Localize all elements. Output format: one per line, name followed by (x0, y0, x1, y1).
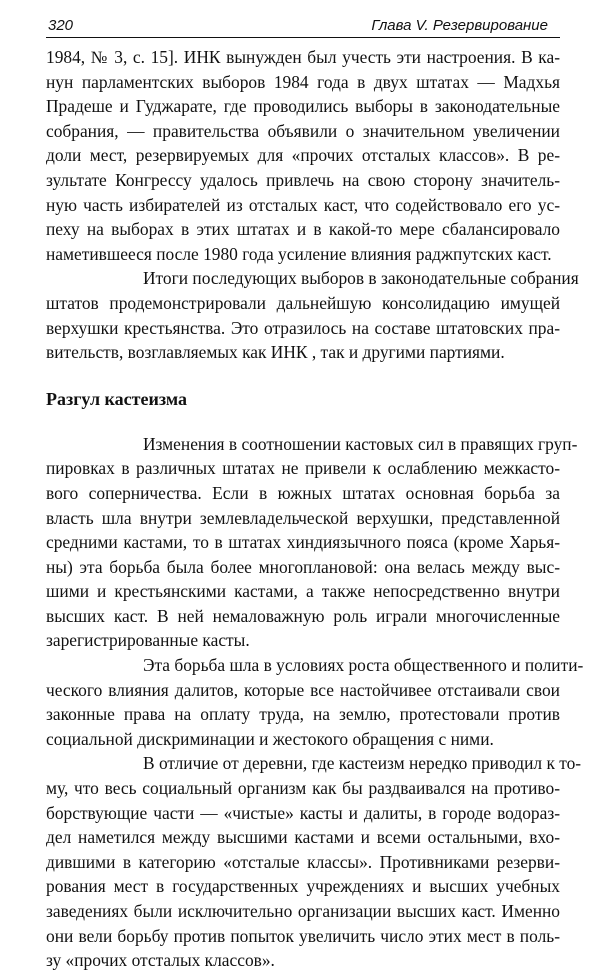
paragraph (46, 45, 560, 266)
text-line: верхушки крестьянства. Это отразилось на составе штатовских пра- (46, 317, 560, 338)
text-line: социальной дискриминации и жестокого обращения с ними. (46, 728, 494, 749)
text-line: В отличие от деревни, где кастеизм нередко приводил к то- (143, 753, 582, 774)
text-line: средними кастами, то в штатах хиндиязычного пояса (кроме Харья- (46, 532, 560, 553)
paragraph (46, 653, 584, 751)
text-line: пировках в различных штатах не привели к ослаблению межкасто- (46, 458, 560, 479)
text-line: Итоги последующих выборов в законодательные собрания (143, 268, 579, 289)
text-line: они вели борьбу против попыток увеличить число этих мест в поль- (46, 925, 560, 946)
text-line: ческого влияния далитов, которые все настойчивее отстаивали свои (46, 679, 560, 700)
body-text-after-heading (46, 432, 584, 973)
text-line: вого соперничества. Если в южных штатах основная борьба за (46, 482, 560, 503)
text-line: штатов продемонстрировали дальнейшую консолидацию имущей (46, 292, 560, 313)
text-line: вительств, возглавляемых как ИНК , так и другими партиями. (46, 342, 505, 363)
text-line: наметившееся после 1980 года усиление влияния раджпутских каст. (46, 243, 552, 264)
text-line: доли мест, резервируемых для «прочих отсталых классов». В ре- (46, 145, 560, 166)
text-line: высших каст. В ней немаловажную роль играли многочисленные (46, 605, 560, 626)
text-line: нун парламентских выборов 1984 года в двух штатах — Мадхья (46, 71, 560, 92)
text-line: дел наметился между высшими кастами и всеми остальными, вхо- (46, 827, 560, 848)
text-line: му, что весь социальный организм как бы раздваивался на противо- (46, 778, 560, 799)
text-line: 1984, № 3, с. 15]. ИНК вынужден был учесть эти настроения. В ка- (46, 47, 560, 67)
text-line: рования мест в государственных учреждениях и высших учебных (46, 876, 560, 897)
text-line: шими и крестьянскими кастами, а также непосредственно внутри (46, 581, 560, 602)
text-line: законные права на оплату труда, на землю, протестовали против (46, 704, 560, 725)
text-line: Изменения в соотношении кастовых сил в правящих груп- (143, 433, 578, 454)
paragraph (46, 266, 579, 364)
text-line: дившими в категорию «отсталые классы». Противниками резерви- (46, 851, 560, 872)
paragraph (46, 751, 582, 972)
text-line: ны) эта борьба была более многоплановой: она велась между выс- (46, 556, 560, 577)
text-line: пеху на выборах в этих штатах и в какой-то мере сбалансировало (46, 219, 560, 240)
text-line: Прадеше и Гуджарате, где проводились выборы в законодательные (46, 96, 560, 117)
body-text-before-heading (46, 45, 579, 365)
text-line: Эта борьба шла в условиях роста общественного и полити- (143, 655, 584, 676)
text-line: заведениях были исключительно организации высших каст. Именно (46, 901, 560, 921)
running-header (46, 14, 560, 38)
text-line: зультате Конгрессу удалось привлечь на свою сторону значитель- (46, 169, 560, 190)
paragraph (46, 432, 578, 653)
text-line: собрания, — правительства объявили о значительном увеличении (46, 120, 560, 141)
chapter-title: Глава V. Резервирование (371, 17, 548, 34)
text-line: зарегистрированные касты. (46, 630, 250, 651)
book-page (46, 14, 584, 973)
text-line: зу «прочих отсталых классов». (46, 950, 275, 971)
section-heading: Разгул кастеизма (46, 388, 187, 409)
text-line: власть шла внутри землевладельческой верхушки, представленной (46, 507, 560, 528)
page-number: 320 (48, 17, 74, 34)
text-line: ную часть избирателей из отсталых каст, что содействовало его ус- (46, 194, 560, 215)
text-line: борствующие части — «чистые» касты и далиты, в городе водораз- (46, 802, 560, 823)
